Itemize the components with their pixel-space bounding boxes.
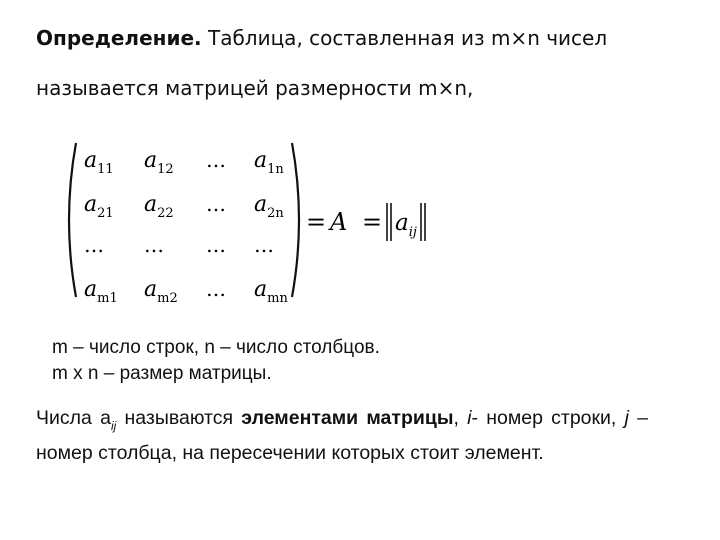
matrix-element: $a_{ij}$: [395, 210, 417, 240]
definition-term: Определение.: [36, 26, 202, 50]
matrix-name: A: [330, 208, 348, 236]
equals-sign-2: =: [362, 208, 383, 236]
notes: [52, 335, 380, 387]
matrix-cell: …: [144, 233, 164, 257]
matrix-cell: $a_{m2}$: [144, 277, 178, 306]
definition-text-1: Таблица, составленная из m×n чисел: [201, 26, 608, 50]
definition-line-1: [36, 26, 607, 50]
matrix-cell: …: [206, 192, 226, 216]
matrix-cell: $a_{21}$: [84, 192, 114, 221]
definition-line-2: называется матрицей размерности m×n,: [36, 76, 474, 100]
matrix-cell: …: [206, 233, 226, 257]
para-var-i: i: [467, 407, 472, 429]
para-text-2: называются: [116, 407, 242, 429]
matrix-cell: $a_{12}$: [144, 148, 174, 177]
para-term: элементами матрицы: [241, 407, 454, 429]
matrix-cell: $a_{mn}$: [254, 277, 288, 306]
matrix-cells: [84, 148, 288, 306]
para-text-4: - номер строки,: [471, 407, 625, 429]
matrix-cell: …: [206, 277, 226, 301]
matrix-cell: …: [206, 148, 226, 172]
matrix-cell: $a_{m1}$: [84, 277, 118, 306]
matrix-cell: $a_{11}$: [84, 148, 114, 177]
para-text-3: ,: [453, 407, 468, 429]
matrix-cell: …: [254, 233, 274, 257]
matrix-cell: …: [84, 233, 104, 257]
matrix-cell: $a_{2n}$: [254, 192, 284, 221]
para-subscript: ij: [110, 419, 117, 433]
equals-sign-1: =: [306, 208, 327, 236]
matrix-cell: $a_{22}$: [144, 192, 174, 221]
para-text-1: Числа a: [36, 407, 111, 429]
matrix-cell: $a_{1n}$: [254, 148, 284, 177]
note-size: m x n – размер матрицы.: [52, 363, 272, 384]
matrix-formula: [58, 135, 458, 315]
elements-paragraph: [36, 405, 648, 467]
note-rows-cols: m – число строк, n – число столбцов.: [52, 337, 380, 358]
para-text-5: – номер столбца, на пересечении которых стоит элемент.: [36, 407, 648, 464]
left-parenthesis: [69, 143, 76, 297]
right-parenthesis: [292, 143, 299, 297]
para-var-j: j: [624, 407, 629, 429]
